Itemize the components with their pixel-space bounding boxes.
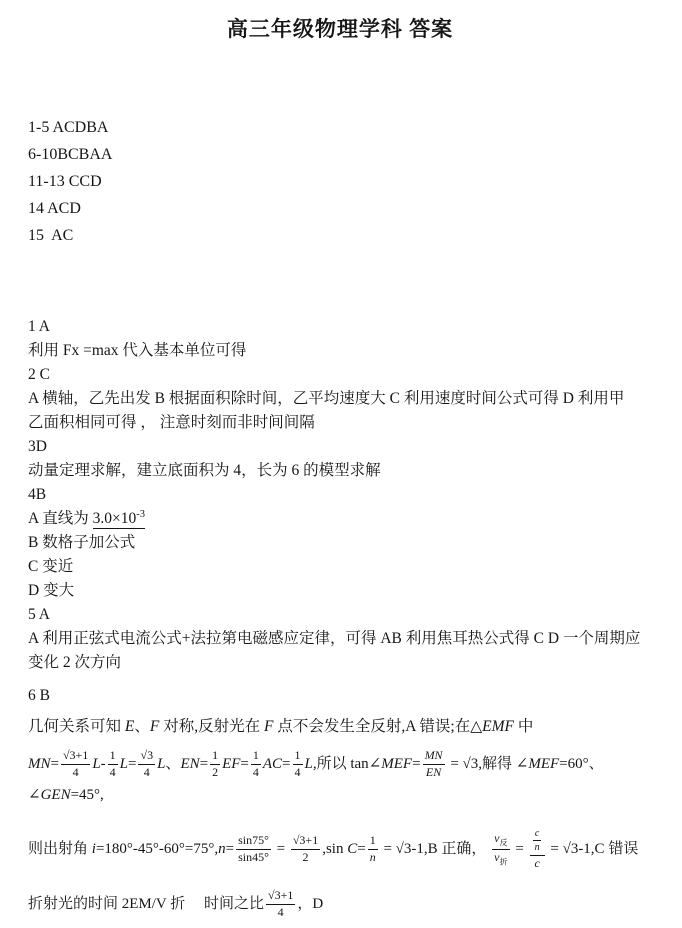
explanation-line: 则出射角 i=180°-45°-60°=75°,n= $\frac{\sin 75^\circ}{\sin 45^\circ}$ = $\frac{√3+1}{2}$ ,sin C= $\frac{1}{n}$ = √3-1,B 正确， $\frac{v_反}{v_折}$ = $\frac{\frac{c}{n}}{c}$ = √3-1,C 错误 — [28, 827, 639, 870]
answer-key-line-11-13: 11-13 CCD — [28, 173, 102, 190]
explanation-line: 2 C — [28, 366, 50, 383]
explanation-line: C 变近 — [28, 558, 74, 575]
explanation-line: 1 A — [28, 318, 50, 335]
explanation-line: 利用 Fx =max 代入基本单位可得 — [28, 342, 247, 359]
answer-key-line-6-10: 6-10BCBAA — [28, 146, 113, 163]
fraction: $\frac{1}{4}$ — [294, 748, 301, 780]
explanation-line: 5 A — [28, 606, 50, 623]
explanation-line: B 数格子加公式 — [28, 534, 136, 551]
fraction: $\frac{1}{n}$ — [369, 832, 376, 864]
fraction: $\frac{√3+1}{2}$ — [292, 832, 319, 864]
fraction: $\frac{1}{2}$ — [212, 748, 219, 780]
explanation-line: A 利用正弦式电流公式+法拉第电磁感应定律，可得 AB 利用焦耳热公式得 C D 一个周期应 — [28, 630, 641, 647]
explanation-line: 乙面积相同可得 ， 注意时刻而非时间间隔 — [28, 414, 315, 431]
explanation-line: 折射光的时间 2EM/V 折 时间之比 $\frac{√3+1}{4}$ ，D — [28, 887, 324, 919]
page-title: 高三年级物理学科 答案 — [226, 17, 454, 41]
fraction: $\frac{\sin 75^\circ}{\sin 45^\circ}$ — [238, 832, 269, 864]
explanation-line: 6 B — [28, 687, 50, 704]
fraction: $\frac{c}{n}$ — [534, 827, 540, 854]
explanations — [28, 315, 652, 928]
fraction: $\frac{MN}{EN}$ — [424, 748, 443, 780]
explanation-line: A 横轴，乙先出发 B 根据面积除时间，乙平均速度大 C 利用速度时间公式可得 D 利用甲 — [28, 390, 625, 407]
explanation-line: A 直线为 $3.0\times 10^{-3}$ — [28, 508, 145, 527]
answer-key-line-14: 14 ACD — [28, 200, 81, 217]
explanation-line: 动量定理求解，建立底面积为 4，长为 6 的模型求解 — [28, 462, 381, 479]
explanation-line: D 变大 — [28, 582, 75, 599]
explanation-line: 4B — [28, 486, 47, 503]
fraction: $\frac{v_反}{v_折}$ — [494, 831, 508, 867]
fraction: $\frac{1}{4}$ — [252, 748, 259, 780]
fraction: $\frac{√3+1}{4}$ — [267, 887, 294, 919]
explanation-line: 几何关系可知 E、F 对称,反射光在 F 点不会发生全反射,A 错误;在△EMF 中 — [28, 718, 534, 735]
answer-key — [28, 114, 652, 249]
explanation-line: MN= $\frac{√3+1}{4}$ L- $\frac{1}{4}$ L= $\frac{√3}{4}$ L、EN= $\frac{1}{2}$ EF= $\frac{1}{4}$ AC= $\frac{1}{4}$ L,所以 tan∠MEF= $\frac{MN}{EN}$ = √3,解得 ∠MEF=60°、∠GEN=45°, — [28, 748, 604, 803]
fraction: $\frac{\frac{c}{n}}{c}$ — [530, 828, 545, 871]
answer-key-line-15: 15 AC — [28, 227, 74, 244]
explanation-line: 变化 2 次方向 — [28, 654, 122, 671]
answer-key-line-1-5: 1-5 ACDBA — [28, 119, 109, 136]
fraction: $\frac{√3}{4}$ — [140, 748, 154, 780]
explanation-line: 3D — [28, 438, 47, 455]
fraction: $\frac{√3+1}{4}$ — [62, 748, 89, 780]
fraction: $\frac{1}{4}$ — [109, 748, 116, 780]
